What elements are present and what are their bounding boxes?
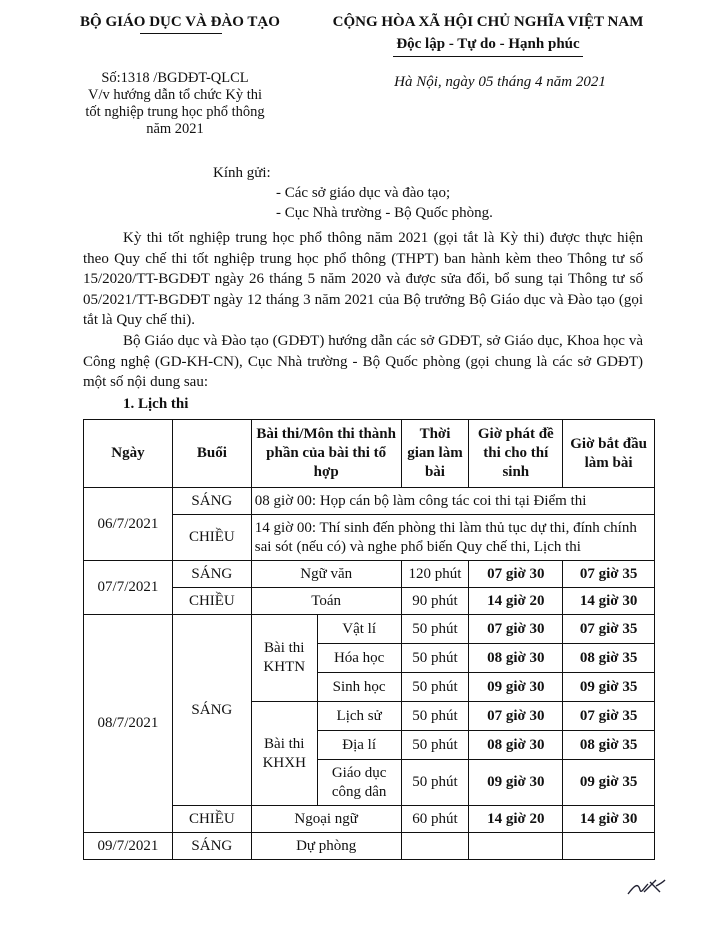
- session-cell: SÁNG: [172, 833, 251, 860]
- duration-cell: 120 phút: [401, 561, 469, 588]
- session-cell: CHIỀU: [172, 806, 251, 833]
- ref-number: Số:1318 /BGDĐT-QLCL: [101, 70, 249, 86]
- section-title: 1. Lịch thi: [123, 396, 189, 412]
- recipient-2: - Cục Nhà trường - Bộ Quốc phòng.: [276, 205, 493, 221]
- distribute-time-cell: 14 giờ 20: [469, 588, 563, 615]
- ministry-underline: [140, 33, 222, 34]
- motto: Độc lập - Tự do - Hạnh phúc: [396, 36, 580, 52]
- distribute-time-cell: 07 giờ 30: [469, 615, 563, 644]
- duration-cell: 50 phút: [401, 702, 469, 731]
- subject-cell: Ngoại ngữ: [251, 806, 401, 833]
- start-time-cell: 14 giờ 30: [563, 806, 655, 833]
- country-name: CỘNG HÒA XÃ HỘI CHỦ NGHĨA VIỆT NAM: [332, 14, 644, 30]
- table-header-row: [84, 420, 655, 488]
- start-time-cell: 14 giờ 30: [563, 588, 655, 615]
- header-subject: Bài thi/Môn thi thành phần của bài thi tổ hợp: [251, 420, 401, 488]
- session-cell: CHIỀU: [172, 515, 251, 561]
- date-cell: 09/7/2021: [84, 833, 173, 860]
- subject-line-3: năm 2021: [146, 121, 204, 137]
- header-session: Buổi: [172, 420, 251, 488]
- subject-cell: Sinh học: [317, 673, 401, 702]
- paragraph-1: Kỳ thi tốt nghiệp trung học phổ thông năm 2021 (gọi tắt là Kỳ thi) được thực hiện theo Quy chế thi tốt nghiệp trung học phổ thông (THPT) ban hành kèm theo Thông tư số 15/2020/TT-BGDĐT ngày 26 tháng 5 năm 2020 và được sửa đổi, bổ sung tại Thông tư số 05/2021/TT-BGDĐT ngày 12 tháng 3 năm 2021 của Bộ trưởng Bộ Giáo dục và Đào tạo (gọi tắt là Quy chế thi).: [83, 230, 643, 328]
- start-time-cell: 07 giờ 35: [563, 615, 655, 644]
- subject-cell: Dự phòng: [251, 833, 401, 860]
- greeting: Kính gửi:: [213, 165, 271, 181]
- distribute-time-cell: 08 giờ 30: [469, 731, 563, 760]
- activity-cell: 08 giờ 00: Họp cán bộ làm công tác coi thi tại Điểm thi: [251, 488, 654, 515]
- ministry-name: BỘ GIÁO DỤC VÀ ĐÀO TẠO: [80, 14, 280, 30]
- subject-line-1: V/v hướng dẫn tổ chức Kỳ thi: [88, 87, 262, 103]
- session-cell: CHIỀU: [172, 588, 251, 615]
- duration-cell: 50 phút: [401, 644, 469, 673]
- subject-cell: Lịch sử: [317, 702, 401, 731]
- header-distribute-time: Giờ phát đề thi cho thí sinh: [469, 420, 563, 488]
- exam-schedule-table: [83, 419, 655, 860]
- start-time-cell: 08 giờ 35: [563, 731, 655, 760]
- motto-underline: [393, 56, 583, 57]
- table-row: [84, 488, 655, 515]
- start-time-cell: 09 giờ 35: [563, 760, 655, 806]
- start-time-cell: 07 giờ 35: [563, 561, 655, 588]
- subject-cell: Hóa học: [317, 644, 401, 673]
- distribute-time-cell: [469, 833, 563, 860]
- recipient-1: - Các sở giáo dục và đào tạo;: [276, 185, 451, 201]
- subject-cell: Địa lí: [317, 731, 401, 760]
- duration-cell: 90 phút: [401, 588, 469, 615]
- session-cell: SÁNG: [172, 561, 251, 588]
- subject-cell: Vật lí: [317, 615, 401, 644]
- subject-cell: Giáo dục công dân: [317, 760, 401, 806]
- date-cell: 08/7/2021: [84, 615, 173, 833]
- distribute-time-cell: 08 giờ 30: [469, 644, 563, 673]
- document-reference: [60, 70, 290, 138]
- start-time-cell: 08 giờ 35: [563, 644, 655, 673]
- duration-cell: [401, 833, 469, 860]
- table-row: [84, 615, 655, 644]
- place-date: Hà Nội, ngày 05 tháng 4 năm 2021: [394, 74, 606, 90]
- distribute-time-cell: 07 giờ 30: [469, 561, 563, 588]
- distribute-time-cell: 14 giờ 20: [469, 806, 563, 833]
- start-time-cell: 09 giờ 35: [563, 673, 655, 702]
- header-start-time: Giờ bắt đầu làm bài: [563, 420, 655, 488]
- exam-group-khtn: Bài thi KHTN: [251, 615, 317, 702]
- duration-cell: 60 phút: [401, 806, 469, 833]
- subject-line-2: tốt nghiệp trung học phổ thông: [85, 104, 265, 120]
- header-day: Ngày: [84, 420, 173, 488]
- header-duration: Thời gian làm bài: [401, 420, 469, 488]
- distribute-time-cell: 09 giờ 30: [469, 760, 563, 806]
- duration-cell: 50 phút: [401, 760, 469, 806]
- start-time-cell: [563, 833, 655, 860]
- duration-cell: 50 phút: [401, 615, 469, 644]
- duration-cell: 50 phút: [401, 731, 469, 760]
- session-cell: SÁNG: [172, 615, 251, 806]
- subject-cell: Toán: [251, 588, 401, 615]
- subject-cell: Ngữ văn: [251, 561, 401, 588]
- start-time-cell: 07 giờ 35: [563, 702, 655, 731]
- session-cell: SÁNG: [172, 488, 251, 515]
- exam-group-khxh: Bài thi KHXH: [251, 702, 317, 806]
- paragraph-2: Bộ Giáo dục và Đào tạo (GDĐT) hướng dẫn các sở GDĐT, sở Giáo dục, Khoa học và Công nghệ (GD-KH-CN), Cục Nhà trường - Bộ Quốc phòng (gọi chung là các sở GDĐT) một số nội dung sau:: [83, 333, 643, 390]
- distribute-time-cell: 07 giờ 30: [469, 702, 563, 731]
- table-row: [84, 561, 655, 588]
- date-cell: 07/7/2021: [84, 561, 173, 615]
- distribute-time-cell: 09 giờ 30: [469, 673, 563, 702]
- activity-cell: 14 giờ 00: Thí sinh đến phòng thi làm thủ tục dự thi, đính chính sai sót (nếu có) và nghe phổ biến Quy chế thi, Lịch thi: [251, 515, 654, 561]
- initial-signature-mark: [626, 872, 666, 900]
- date-cell: 06/7/2021: [84, 488, 173, 561]
- duration-cell: 50 phút: [401, 673, 469, 702]
- table-row: [84, 833, 655, 860]
